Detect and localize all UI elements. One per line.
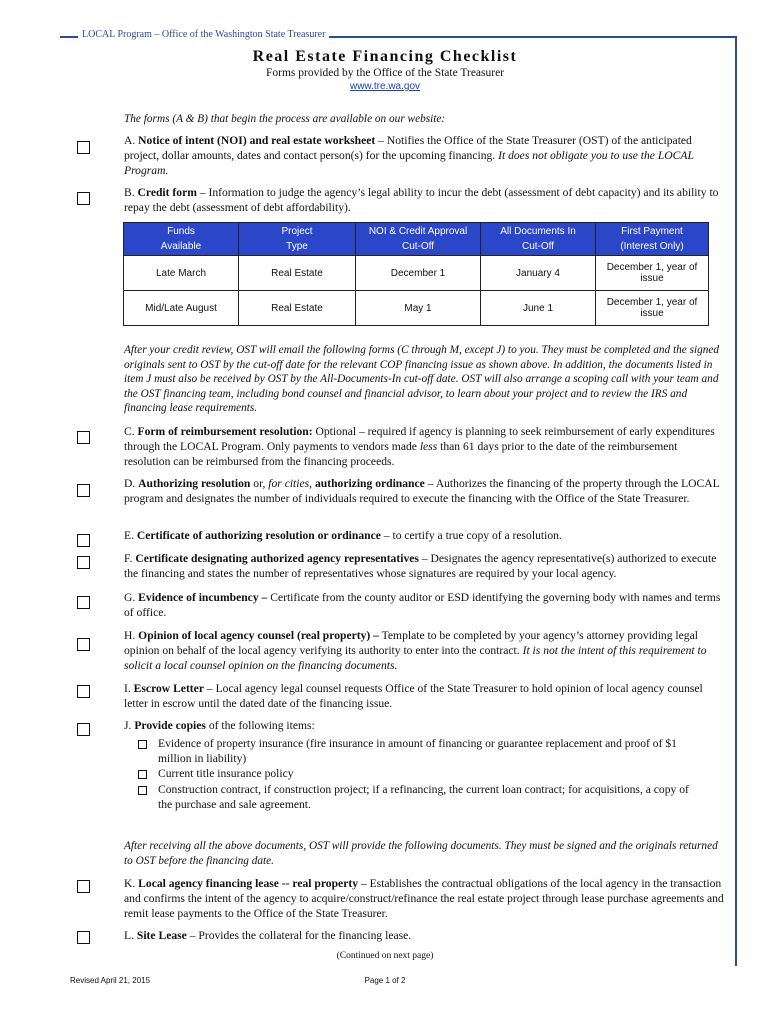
item-c-text-2: than 61 days prior to the date of the reimbursement resolution can be reimbursed from the financing proceeds. — [124, 440, 678, 469]
header-all-docs-cutoff: All Documents In Cut-Off — [481, 223, 596, 256]
item-e-prefix: E. — [124, 529, 137, 542]
sub-item-text: Evidence of property insurance (fire insurance in amount of financing or guarantee replacement and proof of $1 million in liability) — [158, 737, 677, 766]
item-b-title: Credit form — [137, 186, 197, 199]
checklist-item-a — [124, 133, 724, 179]
item-g-title: Evidence of incumbency – — [138, 591, 268, 604]
item-l-title: Site Lease — [136, 929, 187, 942]
checkbox-item-i[interactable] — [77, 685, 90, 698]
sub-checkbox[interactable] — [138, 786, 147, 795]
checkbox-item-a[interactable] — [77, 141, 90, 154]
header-noi-credit-cutoff: NOI & Credit Approval Cut-Off — [356, 223, 481, 256]
item-h-title: Opinion of local agency counsel (real property) – — [138, 629, 379, 642]
checklist-item-h — [124, 628, 724, 674]
item-d-title-2: authorizing ordinance — [314, 477, 425, 490]
item-f-text: – Designates the agency representative(s) authorized to execute the financing and states the number of representatives whose signatures are required by your local agency. — [124, 552, 717, 581]
schedule-table — [123, 222, 709, 326]
table-row — [124, 256, 709, 291]
continued-note: (Continued on next page) — [336, 951, 434, 961]
table-cell: January 4 — [481, 256, 596, 291]
item-a-title: Notice of intent (NOI) and real estate worksheet — [138, 134, 376, 147]
item-c-italic: less — [419, 440, 438, 454]
checkbox-item-d[interactable] — [77, 484, 90, 497]
checkbox-item-f[interactable] — [77, 556, 90, 569]
item-k-text: – Establishes the contractual obligations of the local agency in the transaction and confirms the intent of the agency to acquire/construct/refinance the real estate project through lease purchase agreements and remit lease payments to the Office of the State Treasurer. — [124, 877, 724, 921]
item-c-title: Form of reimbursement resolution: — [137, 425, 313, 438]
checklist-item-e — [124, 528, 724, 543]
list-item — [138, 736, 698, 766]
revised-date: Revised April 21, 2015 — [70, 976, 151, 985]
table-cell: Real Estate — [239, 256, 356, 291]
table-cell: December 1, year of issue — [596, 291, 709, 326]
table-cell: Mid/Late August — [124, 291, 239, 326]
table-cell: Late March — [124, 256, 239, 291]
sub-item-text: Construction contract, if construction project; if a refinancing, the current loan contract; for acquisitions, a copy of the purchase and sale agreement. — [158, 782, 689, 811]
checkbox-item-b[interactable] — [77, 192, 90, 205]
item-k-title: Local agency financing lease -- real property — [138, 877, 358, 890]
item-c-text: Optional – required if agency is planning to seek reimbursement of early expenditures through the LOCAL Program. Only payments to vendors made — [124, 425, 715, 454]
sub-checkbox[interactable] — [138, 770, 147, 779]
page-subtitle: Forms provided by the Office of the State Treasurer — [265, 67, 505, 79]
item-k-prefix: K. — [124, 877, 139, 890]
item-f-prefix: F. — [124, 552, 136, 565]
item-j-prefix: J. — [124, 719, 135, 732]
item-a-prefix: A. — [124, 134, 139, 147]
item-b-prefix: B. — [124, 186, 138, 199]
item-j-sublist — [138, 736, 698, 812]
item-d-text: or, — [250, 477, 269, 490]
list-item — [138, 782, 698, 812]
credit-review-note: After your credit review, OST will email the following forms (C through M, except J) to you. They must be completed and the signed originals sent to OST by the cut-off date for the relevant COP financing issue as shown above. In addition, the documents listed in item J must also be received by OST by the All-Documents-In cut-off date. OST will also arrange a scoping call with your team and the OST financing team, including bond counsel and financial advisor, to learn about your project and to review the IRS and financing lease requirements. — [124, 344, 720, 415]
item-d-text-3: – Authorizes the financing of the property through the LOCAL program and designates the number of individuals required to execute the financing with the Office of the State Treasurer. — [124, 477, 720, 506]
frame-label: LOCAL Program – Office of the Washington State Treasurer — [78, 29, 329, 40]
item-d-title: Authorizing resolution — [138, 477, 251, 490]
table-row — [124, 291, 709, 326]
item-f-title: Certificate designating authorized agency representatives — [135, 552, 419, 565]
table-cell: December 1, year of issue — [596, 256, 709, 291]
table-cell: Real Estate — [239, 291, 356, 326]
page-number: Page 1 of 2 — [364, 976, 406, 985]
sub-checkbox[interactable] — [138, 740, 147, 749]
item-h-prefix: H. — [124, 629, 139, 642]
item-j-title: Provide copies — [134, 719, 206, 732]
item-i-prefix: I. — [124, 682, 134, 695]
item-d-italic: for cities — [268, 477, 310, 490]
item-d-text-2: , — [309, 477, 315, 490]
checklist-item-c — [124, 424, 724, 470]
checkbox-item-l[interactable] — [77, 931, 90, 944]
item-e-title: Certificate of authorizing resolution or ordinance — [136, 529, 381, 542]
header-first-payment: First Payment (Interest Only) — [596, 223, 709, 256]
checkbox-item-g[interactable] — [77, 596, 90, 609]
item-b-text: – Information to judge the agency’s legal ability to incur the debt (assessment of debt capacity) and its ability to repay the debt (assessment of debt affordability). — [124, 186, 719, 215]
checklist-item-l — [124, 928, 724, 943]
item-j-text: of the following items: — [205, 719, 315, 732]
item-e-text: – to certify a true copy of a resolution. — [380, 529, 562, 542]
checkbox-item-c[interactable] — [77, 431, 90, 444]
sub-item-text: Current title insurance policy — [158, 767, 294, 781]
schedule-header-row — [124, 223, 709, 256]
header-project-type: Project Type — [239, 223, 356, 256]
checklist-item-j — [124, 718, 724, 733]
checklist-item-b — [124, 185, 724, 215]
item-l-text: – Provides the collateral for the financing lease. — [186, 929, 412, 942]
item-i-text: – Local agency legal counsel requests Office of the State Treasurer to hold opinion of local agency counsel letter in escrow until the dated date of the financing issue. — [124, 682, 703, 711]
checklist-item-k — [124, 876, 724, 922]
checklist-item-d — [124, 476, 724, 506]
table-cell: June 1 — [481, 291, 596, 326]
item-h-text: Template to be completed by your agency’s attorney providing legal opinion on behalf of the local agency verifying its authority to enter into the contract. — [124, 629, 698, 658]
header-funds-available: Funds Available — [124, 223, 239, 256]
website-link[interactable]: www.tre.wa.gov — [349, 81, 421, 92]
checkbox-item-e[interactable] — [77, 534, 90, 547]
item-g-prefix: G. — [124, 591, 139, 604]
checklist-item-f — [124, 551, 724, 581]
item-h-italic: It is not the intent of this requirement to solicit a local counsel opinion on the financing documents. — [124, 644, 707, 673]
checkbox-item-k[interactable] — [77, 880, 90, 893]
after-docs-note: After receiving all the above documents, OST will provide the following documents. They must be signed and the originals returned to OST before the financing date. — [124, 840, 718, 867]
item-d-prefix: D. — [124, 477, 139, 490]
list-item — [138, 766, 698, 781]
page-title: Real Estate Financing Checklist — [252, 48, 518, 65]
checkbox-item-h[interactable] — [77, 638, 90, 651]
intro-note: The forms (A & B) that begin the process are available on our website: — [124, 113, 446, 125]
item-l-prefix: L. — [124, 929, 137, 942]
item-c-prefix: C. — [124, 425, 138, 438]
item-a-italic: It does not obligate you to use the LOCAL Program. — [124, 149, 694, 178]
checklist-item-g — [124, 590, 724, 620]
item-g-text: Certificate from the county auditor or ESD identifying the governing body with names and terms of office. — [124, 591, 721, 620]
table-cell: December 1 — [356, 256, 481, 291]
table-cell: May 1 — [356, 291, 481, 326]
checkbox-item-j[interactable] — [77, 723, 90, 736]
item-a-text: – Notifies the Office of the State Treasurer (OST) of the anticipated project, dollar amounts, dates and contact person(s) for the upcoming financing. — [124, 134, 692, 163]
checklist-item-i — [124, 681, 724, 711]
item-i-title: Escrow Letter — [133, 682, 204, 695]
